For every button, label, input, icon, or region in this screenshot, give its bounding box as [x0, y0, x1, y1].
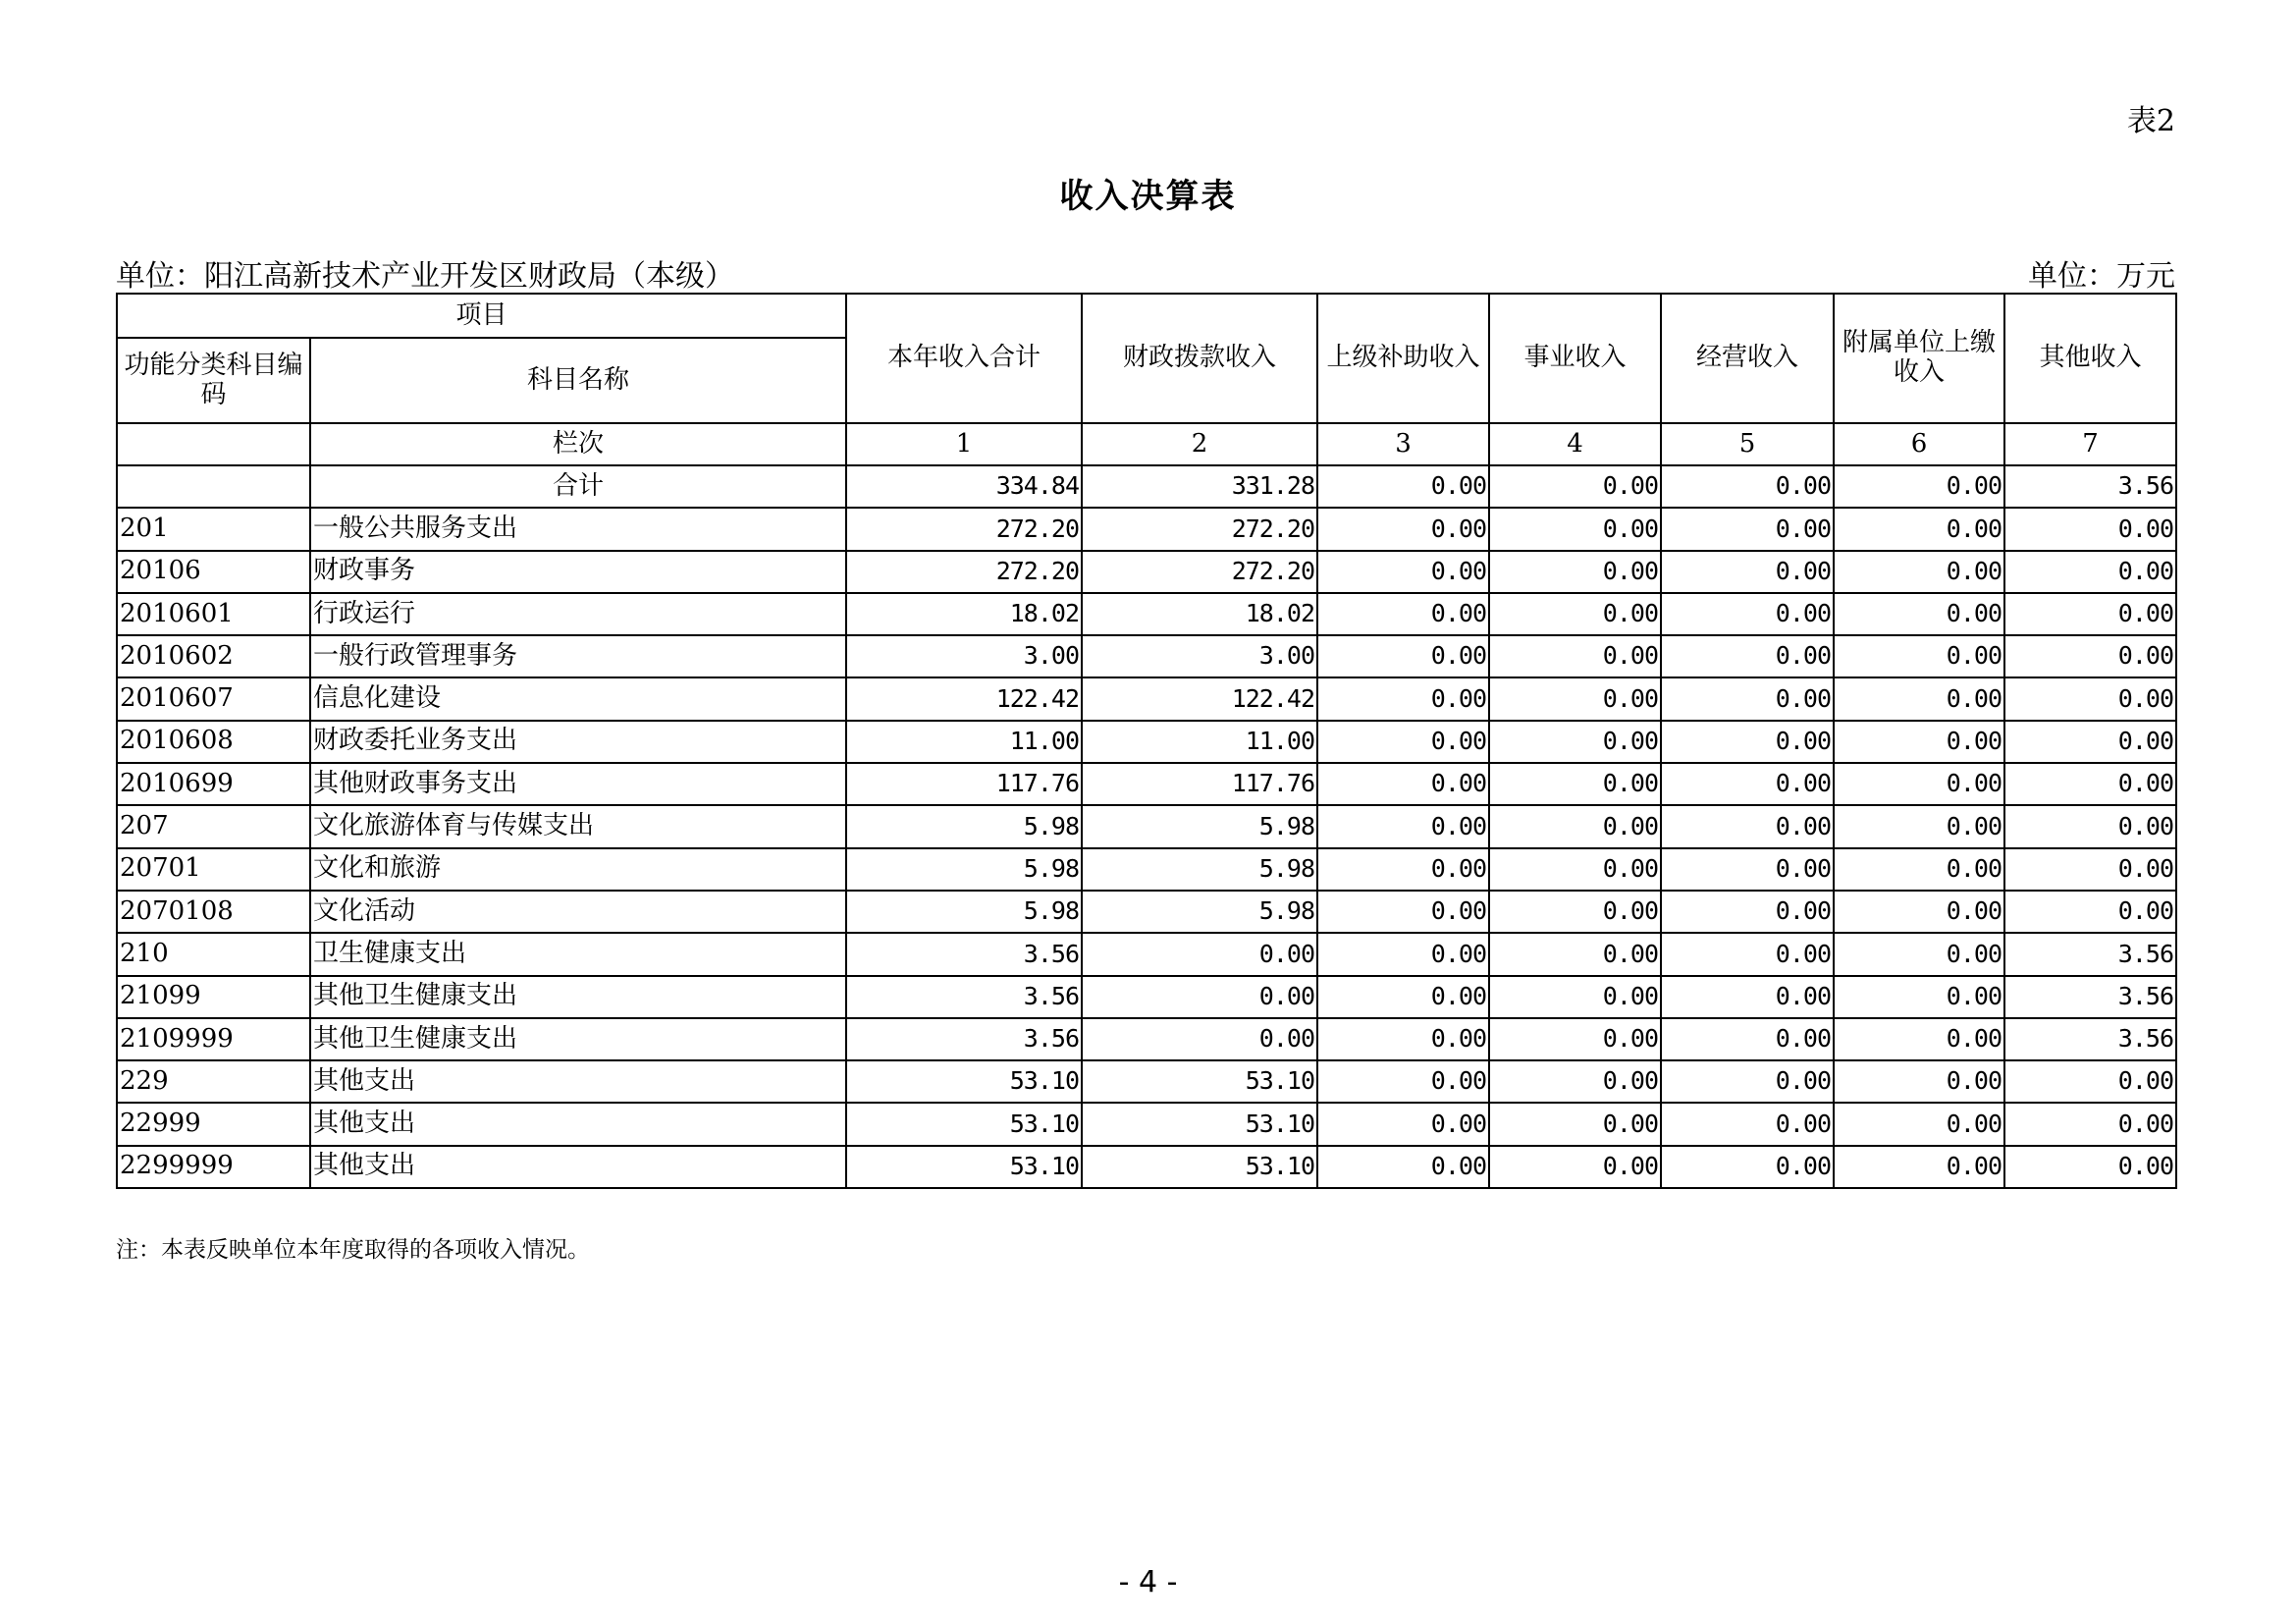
row-value: 5.98	[846, 848, 1082, 891]
row-value: 0.00	[1661, 721, 1834, 763]
row-value: 272.20	[1082, 508, 1317, 550]
row-value: 0.00	[1317, 763, 1489, 805]
row-value: 0.00	[1082, 976, 1317, 1018]
header-col-1: 本年收入合计	[846, 294, 1082, 423]
row-value: 53.10	[1082, 1103, 1317, 1145]
row-value: 0.00	[1661, 891, 1834, 933]
row-value: 0.00	[1489, 635, 1661, 677]
lane-label: 栏次	[310, 423, 846, 465]
row-value: 0.00	[2004, 721, 2176, 763]
currency-unit: 单位：万元	[2028, 259, 2175, 294]
header-project: 项目	[117, 294, 846, 338]
total-value: 3.56	[2004, 465, 2176, 508]
total-row	[117, 465, 2176, 508]
header-col-3: 上级补助收入	[1317, 294, 1489, 423]
row-name: 信息化建设	[310, 677, 846, 720]
row-value: 0.00	[1834, 551, 2004, 593]
row-value: 0.00	[1317, 1146, 1489, 1188]
row-value: 5.98	[1082, 805, 1317, 847]
table-row	[117, 1103, 2176, 1145]
row-code: 2010602	[117, 635, 310, 677]
row-value: 0.00	[2004, 508, 2176, 550]
row-value: 53.10	[846, 1060, 1082, 1103]
header-col-5: 经营收入	[1661, 294, 1834, 423]
header-col-7: 其他收入	[2004, 294, 2176, 423]
row-value: 0.00	[1489, 1018, 1661, 1060]
header-col-2: 财政拨款收入	[1082, 294, 1317, 423]
row-value: 11.00	[846, 721, 1082, 763]
row-name: 文化旅游体育与传媒支出	[310, 805, 846, 847]
row-value: 0.00	[1834, 891, 2004, 933]
row-value: 272.20	[846, 508, 1082, 550]
row-value: 5.98	[1082, 848, 1317, 891]
header-col-6: 附属单位上缴收入	[1834, 294, 2004, 423]
row-code: 21099	[117, 976, 310, 1018]
row-value: 3.56	[846, 933, 1082, 975]
row-value: 0.00	[2004, 551, 2176, 593]
lane-number: 7	[2004, 423, 2176, 465]
row-value: 3.56	[846, 976, 1082, 1018]
table-row	[117, 933, 2176, 975]
row-value: 0.00	[1834, 976, 2004, 1018]
table-row	[117, 721, 2176, 763]
row-value: 18.02	[846, 593, 1082, 635]
row-value: 5.98	[1082, 891, 1317, 933]
row-name: 其他卫生健康支出	[310, 1018, 846, 1060]
header-name: 科目名称	[310, 338, 846, 423]
row-value: 0.00	[1661, 763, 1834, 805]
row-value: 0.00	[2004, 1103, 2176, 1145]
row-value: 0.00	[1834, 1103, 2004, 1145]
row-value: 0.00	[2004, 635, 2176, 677]
row-value: 0.00	[1489, 1103, 1661, 1145]
row-value: 272.20	[846, 551, 1082, 593]
row-code: 2010601	[117, 593, 310, 635]
lane-number: 4	[1489, 423, 1661, 465]
row-value: 0.00	[1489, 721, 1661, 763]
row-name: 文化活动	[310, 891, 846, 933]
row-value: 0.00	[1082, 933, 1317, 975]
row-value: 53.10	[846, 1103, 1082, 1145]
row-value: 0.00	[1317, 721, 1489, 763]
row-value: 0.00	[1489, 593, 1661, 635]
table-row	[117, 805, 2176, 847]
row-code: 20701	[117, 848, 310, 891]
row-value: 0.00	[1317, 891, 1489, 933]
row-value: 0.00	[1317, 593, 1489, 635]
row-code: 207	[117, 805, 310, 847]
row-value: 11.00	[1082, 721, 1317, 763]
table-row	[117, 1146, 2176, 1188]
table-row	[117, 508, 2176, 550]
row-code: 229	[117, 1060, 310, 1103]
row-value: 0.00	[1661, 933, 1834, 975]
row-value: 0.00	[1317, 1060, 1489, 1103]
row-value: 0.00	[2004, 763, 2176, 805]
row-name: 文化和旅游	[310, 848, 846, 891]
table-row	[117, 763, 2176, 805]
row-value: 0.00	[1834, 677, 2004, 720]
row-value: 0.00	[1834, 508, 2004, 550]
row-value: 0.00	[1489, 1146, 1661, 1188]
row-value: 3.56	[846, 1018, 1082, 1060]
row-value: 0.00	[1834, 1018, 2004, 1060]
row-name: 一般公共服务支出	[310, 508, 846, 550]
table-row	[117, 677, 2176, 720]
row-value: 0.00	[1489, 848, 1661, 891]
row-value: 0.00	[1661, 508, 1834, 550]
row-name: 财政事务	[310, 551, 846, 593]
table-row	[117, 891, 2176, 933]
row-value: 0.00	[2004, 891, 2176, 933]
row-value: 0.00	[1489, 976, 1661, 1018]
row-value: 0.00	[2004, 593, 2176, 635]
footnote: 注：本表反映单位本年度取得的各项收入情况。	[116, 1237, 590, 1263]
row-value: 3.56	[2004, 1018, 2176, 1060]
row-value: 0.00	[1317, 848, 1489, 891]
total-value: 0.00	[1661, 465, 1834, 508]
total-value: 334.84	[846, 465, 1082, 508]
row-value: 0.00	[1082, 1018, 1317, 1060]
row-name: 其他支出	[310, 1103, 846, 1145]
reporting-unit: 单位：阳江高新技术产业开发区财政局（本级）	[116, 259, 734, 294]
row-value: 3.00	[1082, 635, 1317, 677]
total-value: 0.00	[1489, 465, 1661, 508]
row-value: 0.00	[1317, 805, 1489, 847]
row-value: 0.00	[1489, 805, 1661, 847]
row-value: 0.00	[1661, 1060, 1834, 1103]
lane-number: 2	[1082, 423, 1317, 465]
row-value: 117.76	[846, 763, 1082, 805]
row-value: 0.00	[1834, 763, 2004, 805]
row-value: 53.10	[846, 1146, 1082, 1188]
table-number: 表2	[2126, 104, 2175, 138]
row-value: 0.00	[1489, 933, 1661, 975]
row-value: 122.42	[846, 677, 1082, 720]
row-value: 272.20	[1082, 551, 1317, 593]
row-value: 0.00	[1317, 1103, 1489, 1145]
header-code: 功能分类科目编码	[117, 338, 310, 423]
row-value: 0.00	[1661, 1146, 1834, 1188]
row-value: 18.02	[1082, 593, 1317, 635]
lane-number: 5	[1661, 423, 1834, 465]
total-value: 0.00	[1834, 465, 2004, 508]
row-value: 53.10	[1082, 1146, 1317, 1188]
row-value: 53.10	[1082, 1060, 1317, 1103]
row-value: 0.00	[1661, 848, 1834, 891]
row-value: 0.00	[1317, 1018, 1489, 1060]
row-name: 其他支出	[310, 1060, 846, 1103]
table-row	[117, 593, 2176, 635]
row-value: 0.00	[1317, 635, 1489, 677]
total-value: 331.28	[1082, 465, 1317, 508]
row-value: 0.00	[1489, 891, 1661, 933]
row-name: 财政委托业务支出	[310, 721, 846, 763]
row-value: 5.98	[846, 891, 1082, 933]
table-row	[117, 551, 2176, 593]
row-value: 117.76	[1082, 763, 1317, 805]
income-final-accounts-table	[116, 293, 2177, 1189]
row-value: 0.00	[1834, 1146, 2004, 1188]
row-name: 一般行政管理事务	[310, 635, 846, 677]
table-row	[117, 1060, 2176, 1103]
row-value: 0.00	[1661, 551, 1834, 593]
page-number: - 4 -	[1118, 1565, 1178, 1599]
row-code: 2010699	[117, 763, 310, 805]
row-name: 行政运行	[310, 593, 846, 635]
row-value: 0.00	[1317, 976, 1489, 1018]
row-value: 0.00	[1834, 933, 2004, 975]
row-value: 0.00	[1661, 593, 1834, 635]
row-code: 2299999	[117, 1146, 310, 1188]
row-code: 2109999	[117, 1018, 310, 1060]
page-title: 收入决算表	[1059, 177, 1237, 216]
row-value: 5.98	[846, 805, 1082, 847]
lane-number: 1	[846, 423, 1082, 465]
row-code: 2070108	[117, 891, 310, 933]
total-value: 0.00	[1317, 465, 1489, 508]
row-value: 0.00	[2004, 1060, 2176, 1103]
row-value: 122.42	[1082, 677, 1317, 720]
row-code: 2010607	[117, 677, 310, 720]
lane-empty	[117, 423, 310, 465]
row-value: 0.00	[2004, 805, 2176, 847]
row-value: 0.00	[1834, 848, 2004, 891]
row-value: 0.00	[1661, 805, 1834, 847]
row-code: 201	[117, 508, 310, 550]
row-value: 0.00	[1489, 508, 1661, 550]
row-name: 其他支出	[310, 1146, 846, 1188]
row-value: 0.00	[1834, 635, 2004, 677]
row-code: 210	[117, 933, 310, 975]
row-value: 0.00	[1834, 805, 2004, 847]
row-value: 0.00	[1317, 508, 1489, 550]
row-value: 0.00	[1661, 976, 1834, 1018]
row-value: 0.00	[1489, 763, 1661, 805]
row-value: 0.00	[2004, 1146, 2176, 1188]
row-name: 其他财政事务支出	[310, 763, 846, 805]
row-value: 0.00	[1834, 721, 2004, 763]
row-value: 0.00	[2004, 677, 2176, 720]
row-value: 0.00	[1661, 1018, 1834, 1060]
row-name: 卫生健康支出	[310, 933, 846, 975]
table-row	[117, 848, 2176, 891]
header-row-1	[117, 294, 2176, 338]
row-value: 0.00	[1834, 1060, 2004, 1103]
total-code	[117, 465, 310, 508]
lane-number: 6	[1834, 423, 2004, 465]
lane-number: 3	[1317, 423, 1489, 465]
row-value: 0.00	[1317, 551, 1489, 593]
row-value: 3.00	[846, 635, 1082, 677]
row-code: 2010608	[117, 721, 310, 763]
row-value: 0.00	[1317, 933, 1489, 975]
row-value: 0.00	[1661, 677, 1834, 720]
row-value: 0.00	[1489, 551, 1661, 593]
row-value: 0.00	[1489, 1060, 1661, 1103]
table-row	[117, 635, 2176, 677]
header-col-4: 事业收入	[1489, 294, 1661, 423]
row-value: 3.56	[2004, 976, 2176, 1018]
row-value: 0.00	[1834, 593, 2004, 635]
row-code: 20106	[117, 551, 310, 593]
row-value: 0.00	[1489, 677, 1661, 720]
row-value: 0.00	[2004, 848, 2176, 891]
table-row	[117, 1018, 2176, 1060]
table-row	[117, 976, 2176, 1018]
row-value: 0.00	[1317, 677, 1489, 720]
row-value: 0.00	[1661, 1103, 1834, 1145]
lane-row	[117, 423, 2176, 465]
total-label: 合计	[310, 465, 846, 508]
row-name: 其他卫生健康支出	[310, 976, 846, 1018]
row-code: 22999	[117, 1103, 310, 1145]
row-value: 3.56	[2004, 933, 2176, 975]
row-value: 0.00	[1661, 635, 1834, 677]
